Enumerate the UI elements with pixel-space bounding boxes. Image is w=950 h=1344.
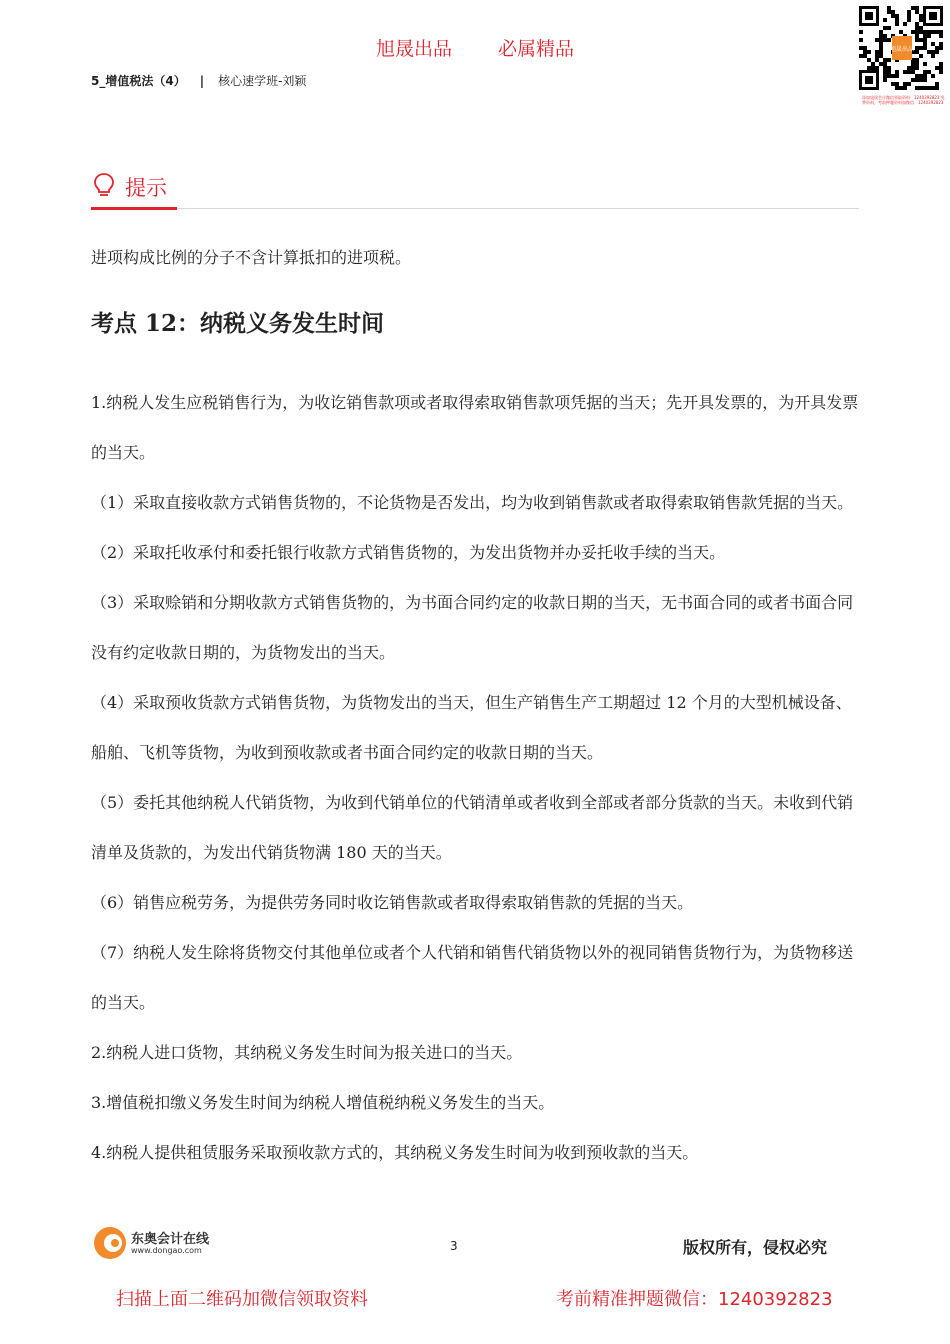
qr-caption: 添加旭晟会计微信领取资料：1240392823 免费资料，考前押题资料加微信：1240392823: [862, 95, 945, 105]
slogan-right: 必属精品: [498, 38, 575, 60]
course-title: 5_增值税法（4）: [91, 74, 186, 88]
dongao-logo-icon: [91, 1224, 129, 1262]
dongao-logo: [91, 1224, 210, 1266]
class-name: 核心速学班-刘颖: [218, 74, 307, 88]
qr-code-icon: [855, 4, 947, 108]
bottom-banner-right: 考前精准押题微信：1240392823: [556, 1289, 833, 1310]
paragraph: （1）采取直接收款方式销售货物的，不论货物是否发出，均为收到销售款或者取得索取销售款凭据的当天。: [91, 493, 854, 512]
logo-name: 东奥会计在线: [131, 1232, 210, 1247]
lightbulb-icon: [93, 172, 115, 198]
slogan-left: 旭晟出品: [375, 38, 452, 60]
paragraph: （3）采取赊销和分期收款方式销售货物的，为书面合同约定的收款日期的当天，无书面合同的或者书面合同没有约定收款日期的，为货物发出的当天。: [91, 593, 854, 662]
paragraph: （6）销售应税劳务，为提供劳务同时收讫销售款或者取得索取销售款的凭据的当天。: [91, 893, 694, 912]
paragraph: 4.纳税人提供租赁服务采取预收款方式的，其纳税义务发生时间为收到预收款的当天。: [91, 1143, 699, 1162]
copyright-notice: 版权所有，侵权必究: [683, 1238, 828, 1257]
tip-box: [91, 168, 859, 209]
tip-text: 进项构成比例的分子不含计算抵扣的进项税。: [91, 248, 412, 267]
paragraph: 3.增值税扣缴义务发生时间为纳税人增值税纳税义务发生的当天。: [91, 1093, 555, 1112]
bottom-banner-left: 扫描上面二维码加微信领取资料: [116, 1289, 368, 1310]
page-number: 3: [450, 1239, 458, 1253]
paragraph: （7）纳税人发生除将货物交付其他单位或者个人代销和销售代销货物以外的视同销售货物行为，为货物移送的当天。: [91, 943, 854, 1012]
content-body: [91, 378, 866, 1178]
qr-badge: 旭晟出品: [889, 46, 915, 53]
document-header: [91, 72, 306, 89]
logo-url: www.dongao.com: [131, 1246, 202, 1255]
paragraph: （2）采取托收承付和委托银行收款方式销售货物的，为发出货物并办妥托收手续的当天。: [91, 543, 726, 562]
paragraph: （4）采取预收货款方式销售货物，为货物发出的当天，但生产销售生产工期超过 12 个月的大型机械设备、船舶、飞机等货物，为收到预收款或者书面合同约定的收款日期的当天。: [91, 693, 852, 762]
header-separator: |: [199, 74, 205, 88]
top-slogan: [0, 34, 950, 61]
tip-title: 提示: [125, 176, 167, 200]
paragraph: （5）委托其他纳税人代销货物，为收到代销单位的代销清单或者收到全部或者部分货款的当天。未收到代销清单及货款的，为发出代销货物满 180 天的当天。: [91, 793, 854, 862]
paragraph: 2.纳税人进口货物，其纳税义务发生时间为报关进口的当天。: [91, 1043, 523, 1062]
tip-underline: [91, 207, 177, 210]
section-title: 考点 12：纳税义务发生时间: [91, 310, 385, 337]
paragraph: 1.纳税人发生应税销售行为，为收讫销售款项或者取得索取销售款项凭据的当天；先开具发票的，为开具发票的当天。: [91, 393, 859, 462]
